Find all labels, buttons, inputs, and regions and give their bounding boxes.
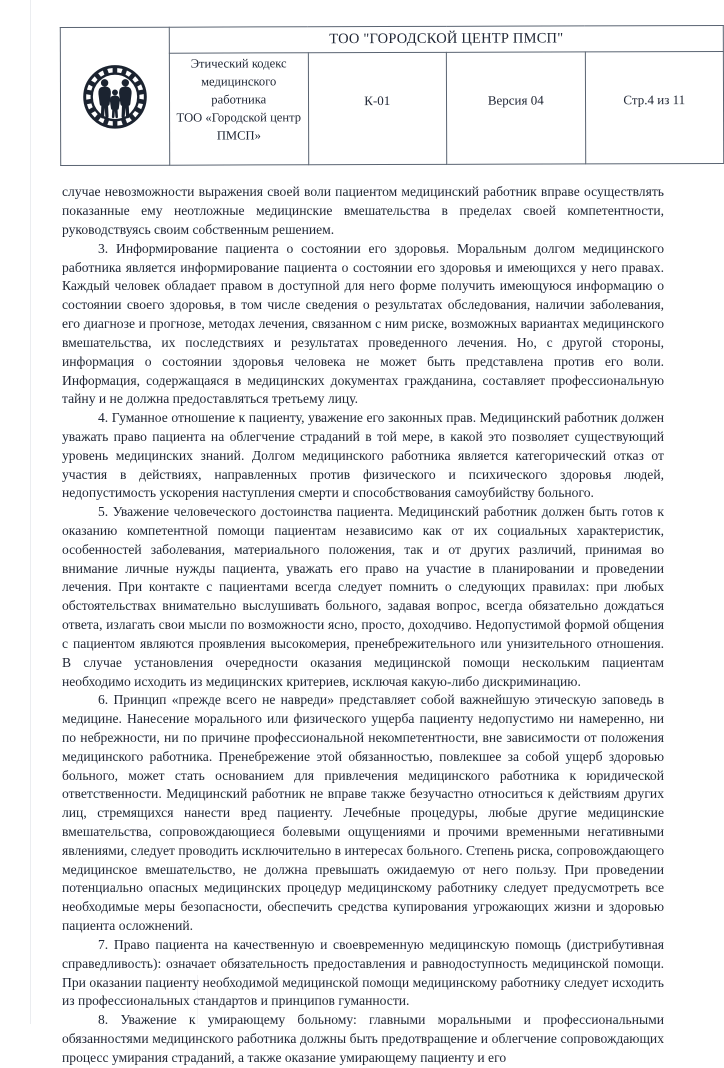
organization-logo-icon	[61, 58, 169, 134]
paragraph-3: 3. Информирование пациента о состоянии его здоровья. Моральным долгом медицинского работника является информирование пациента о состоянии его здоровья и имеющихся у него правах. Каждый человек обладает правом в доступной для него форме получить имеющуюся информацию о состоянии своего здоровья, в том числе сведения о результатах обследования, наличии заболевания, его диагнозе и прогнозе, методах лечения, связанном с ним риске, возможных вариантах медицинского вмешательства, их последствиях и результатах проведенного лечения. Но, с другой стороны, информация о состоянии здоровья человека не может быть представлена против его воли. Информация, содержащаяся в медицинских документах гражданина, составляет профессиональную тайну и не должна предоставляться третьему лицу.	[62, 240, 664, 407]
logo-cell	[60, 27, 169, 166]
organization-title-cell	[169, 25, 723, 53]
document-title-cell	[169, 53, 308, 166]
paragraph-6: 6. Принцип «прежде всего не навреди» представляет собой важнейшую этическую заповедь в медицине. Нанесение морального или физического ущерба пациенту недопустимо ни намеренно, ни по небрежности, ни по причине профессиональной некомпетентности, вне зависимости от положения медицинского работника. Пренебрежение этой обязанностью, повлекшее за собой ущерб здоровью больного, может стать основанием для привлечения медицинского работника к юридической ответственности. Медицинский работник не вправе также безучастно относиться к действиям других лиц, стремящихся нанести вред пациенту. Лечебные процедуры, любые другие медицинские вмешательства, сопровождающиеся болевыми ощущениями и прочими временными негативными явлениями, следует проводить исключительно в интересах больного. Степень риска, сопровождающего медицинское вмешательство, не должна превышать ожидаемую от него пользу. При проведении потенциально опасных медицинских процедур медицинскому работнику следует предусмотреть все необходимые меры безопасности, обеспечить средства купирования угрожающих жизни и здоровью пациента осложнений.	[62, 692, 664, 934]
document-version: Версия 04	[487, 92, 544, 108]
document-title-line-1: Этический кодекс медицинского работника	[190, 56, 287, 107]
document-page-number-cell	[585, 51, 724, 164]
organization-title: ТОО "ГОРОДСКОЙ ЦЕНТР ПМСП"	[329, 30, 564, 48]
paragraph-7: 7. Право пациента на качественную и своевременную медицинскую помощь (дистрибутивная справедливость): означает обязательность предоставления и равнодоступность медицинской помощи. При оказании пациенту необходимой медицинской помощи медицинскому работнику следует исходить из профессиональных стандартов и принципов гуманности.	[62, 936, 664, 1009]
document-code-cell	[308, 52, 447, 165]
document-body	[62, 183, 664, 1067]
paragraph-continued: случае невозможности выражения своей воли пациентом медицинский работник вправе осуществлять показанные ему неотложные медицинские вмешательства в пределах своей компетентности, руководствуясь своим собственным решением.	[62, 184, 664, 237]
paragraph-5: 5. Уважение человеческого достоинства пациента. Медицинский работник должен быть готов к оказанию компетентной помощи пациентам независимо как от их социальных характеристик, особенностей заболевания, материального положения, так и от других различий, принимая во внимание личные нужды пациента, уважать его право на участие в планировании и проведении лечения. При контакте с пациентами всегда следует помнить о следующих правилах: при любых обстоятельствах внимательно выслушивать больного, задавая вопрос, всегда обязательно дождаться ответа, излагать свои мысли по возможности ясно, просто, доходчиво. Недопустимой формой общения с пациентом являются проявления высокомерия, пренебрежительного или унизительного отношения. В случае установления очередности оказания медицинской помощи нескольким пациентам необходимо исходить из медицинских критериев, исключая какую-либо дискриминацию.	[62, 504, 664, 689]
document-page-number: Стр.4 из 11	[623, 91, 686, 107]
paragraph-4: 4. Гуманное отношение к пациенту, уважение его законных прав. Медицинский работник должен уважать право пациента на облегчение страданий в той мере, в какой это позволяет существующий уровень медицинских знаний. Долгом медицинского работника является категорический отказ от участия в действиях, направленных против физического и психического здоровья людей, недопустимость ускорения наступления смерти и способствования самоубийству больного.	[62, 410, 664, 501]
document-code: К-01	[364, 92, 391, 108]
document-header-table	[60, 25, 724, 166]
document-version-cell	[446, 52, 585, 165]
paragraph-8: 8. Уважение к умирающему больному: главными моральными и профессиональными обязанностями медицинского работника должны быть предотвращение и облегчение сопровождающих процесс умирания страданий, а также оказание умирающему пациенту и его	[62, 1012, 664, 1065]
document-title-line-2: ТОО «Городской центр ПМСП»	[176, 109, 302, 143]
